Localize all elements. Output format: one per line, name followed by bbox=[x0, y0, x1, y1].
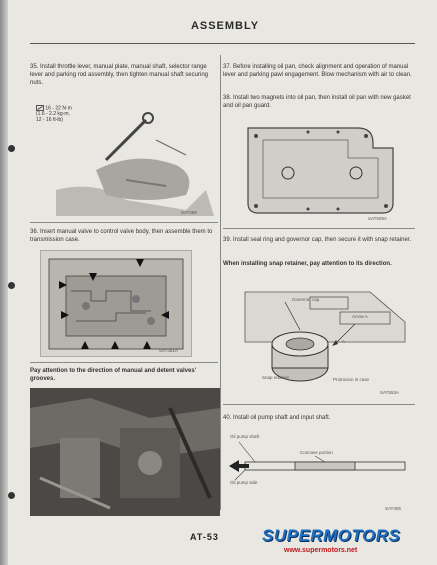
step-40-text: 40. Install oil pump shaft and input shaft. bbox=[223, 415, 331, 421]
label-snap-retainer: Snap retainer bbox=[262, 375, 290, 380]
section-divider bbox=[30, 222, 218, 223]
label-concave-portion: Concave portion bbox=[300, 450, 333, 455]
label-a: A bbox=[342, 339, 346, 344]
column-divider bbox=[220, 55, 221, 510]
section-divider bbox=[223, 228, 415, 229]
step-37-text: 37. Before installing oil pan, check alignment and operation of manual lever and parking pawl engagement. Blow mechanism with air to clean. bbox=[223, 64, 412, 78]
figure-throttle-lever bbox=[36, 110, 214, 216]
figure-id: SAT405 bbox=[385, 506, 401, 511]
page-number: AT-53 bbox=[190, 532, 219, 542]
binder-hole bbox=[8, 145, 15, 152]
label-oil-pump-shaft: Oil pump shaft bbox=[230, 434, 260, 439]
figure-oil-pump-shaft bbox=[225, 428, 413, 514]
label-oil-pump-side: Oil pump side bbox=[230, 480, 258, 485]
figure-id: SAT553A bbox=[380, 390, 399, 395]
label-governor-cap: Governor cap bbox=[292, 297, 320, 302]
figure-oil-pan bbox=[238, 118, 403, 223]
title-rule bbox=[30, 43, 415, 44]
label-protrusion: Protrusion in case bbox=[333, 377, 370, 382]
watermark-logo: SUPERMOTORS bbox=[262, 526, 401, 545]
step-36-text: 36. Insert manual valve to control valve body, then assemble them to transmission case. bbox=[30, 229, 213, 243]
figure-id: SAT265 bbox=[181, 210, 197, 215]
torque-value-kgm: (1.6 - 2.2 kg-m, bbox=[36, 111, 70, 118]
torque-value: 16 - 22 N·m bbox=[45, 105, 72, 112]
step-36-note: Pay attention to the direction of manual and detent valves' grooves. bbox=[30, 368, 197, 382]
figure-id: SAT361A bbox=[159, 348, 178, 353]
step-35-text: 35. Install throttle lever, manual plate, manual shaft, selector range lever and parking rod assembly, then tighten manual shaft securing nuts. bbox=[30, 64, 208, 86]
watermark-url: www.supermotors.net bbox=[284, 547, 358, 554]
binding-edge bbox=[0, 0, 8, 565]
figure-control-valve bbox=[40, 250, 192, 357]
figure-valve-body-photo bbox=[30, 388, 220, 516]
page-title: ASSEMBLY bbox=[190, 20, 260, 32]
step-39-note: When installing snap retainer, pay attention to its direction. bbox=[223, 261, 392, 267]
binder-hole bbox=[8, 282, 15, 289]
watermark bbox=[262, 526, 432, 562]
section-divider bbox=[223, 404, 415, 405]
section-divider bbox=[30, 362, 218, 363]
figure-governor-cap bbox=[240, 282, 410, 400]
binder-hole bbox=[8, 492, 15, 499]
step-38-text: 38. Install two magnets into oil pan, then install oil pan with new gasket and oil pan guard. bbox=[223, 95, 411, 109]
torque-value-ftlb: 12 - 16 ft-lb) bbox=[36, 117, 63, 124]
figure-id: SAT509A bbox=[368, 216, 387, 221]
step-39-text: 39. Install seal ring and governor cap, then secure it with snap retainer. bbox=[223, 237, 412, 243]
label-arrow-a: Arrow A bbox=[352, 314, 368, 319]
